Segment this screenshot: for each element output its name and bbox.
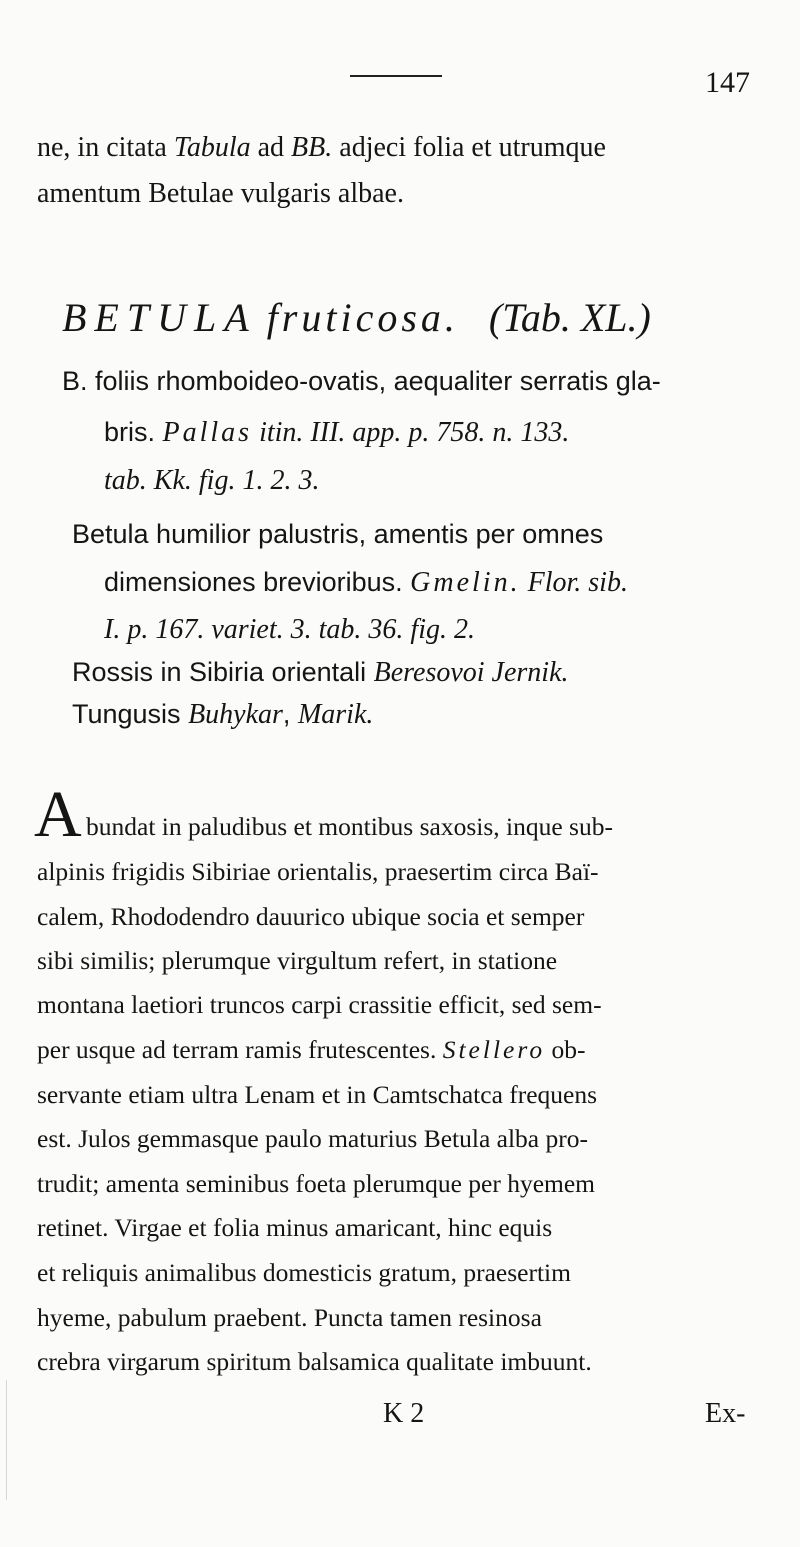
signature-mark: K 2 (383, 1398, 425, 1429)
body-line-11: et reliquis animalibus domesticis gratum, praesertim (37, 1258, 571, 1287)
body-line-2: alpinis frigidis Sibiriae orientalis, praesertim circa Baï- (37, 857, 599, 886)
plate-reference: (Tab. XL.) (488, 295, 651, 340)
header-rule (350, 75, 442, 77)
drop-cap: A (34, 778, 82, 851)
body-line-5: montana laetiori truncos carpi crassitie efficit, sed sem- (37, 990, 602, 1019)
intro-line-2: amentum Betulae vulgaris albae. (37, 178, 404, 209)
synonym-line-2: bris. Pallas itin. III. app. p. 758. n. 133. (104, 417, 570, 448)
intro-line-1: ne, in citata Tabula ad BB. adjeci folia et utrumque (37, 132, 606, 163)
body-line-6: per usque ad terram ramis frutescentes. Stellero ob- (37, 1035, 586, 1064)
body-line-9: trudit; amenta seminibus foeta plerumque per hyemem (37, 1169, 595, 1198)
body-line-3: calem, Rhododendro dauurico ubique socia et semper (37, 902, 585, 931)
body-line-8: est. Julos gemmasque paulo maturius Betula alba pro- (37, 1124, 588, 1153)
binding-edge (6, 1380, 7, 1500)
species-heading (62, 294, 651, 341)
synonym-line-4: Betula humilior palustris, amentis per omnes (72, 519, 604, 549)
synonym-line-6: I. p. 167. variet. 3. tab. 36. fig. 2. (104, 614, 475, 645)
genus-name: BETULA (62, 295, 257, 340)
synonym-line-3: tab. Kk. fig. 1. 2. 3. (104, 465, 320, 496)
body-line-10: retinet. Virgae et folia minus amaricant, hinc equis (37, 1213, 553, 1242)
catchword: Ex- (705, 1398, 746, 1429)
body-line-7: servante etiam ultra Lenam et in Camtschatca frequens (37, 1080, 598, 1109)
synonym-line-5: dimensiones brevioribus. Gmelin. Flor. sib. (104, 567, 628, 598)
synonym-line-1: B. foliis rhomboideo-ovatis, aequaliter serratis gla- (62, 366, 661, 396)
species-name: fruticosa. (266, 295, 459, 340)
body-line-13: crebra virgarum spiritum balsamica qualitate imbuunt. (37, 1347, 592, 1376)
synonym-line-7: Rossis in Sibiria orientali Beresovoi Jernik. (72, 657, 569, 688)
body-line-12: hyeme, pabulum praebent. Puncta tamen resinosa (37, 1303, 542, 1332)
page-number: 147 (705, 66, 750, 99)
synonym-line-8: Tungusis Buhykar, Marik. (72, 699, 374, 730)
body-line-4: sibi similis; plerumque virgultum refert, in statione (37, 946, 558, 975)
body-line-1: bundat in paludibus et montibus saxosis, inque sub- (86, 812, 613, 841)
